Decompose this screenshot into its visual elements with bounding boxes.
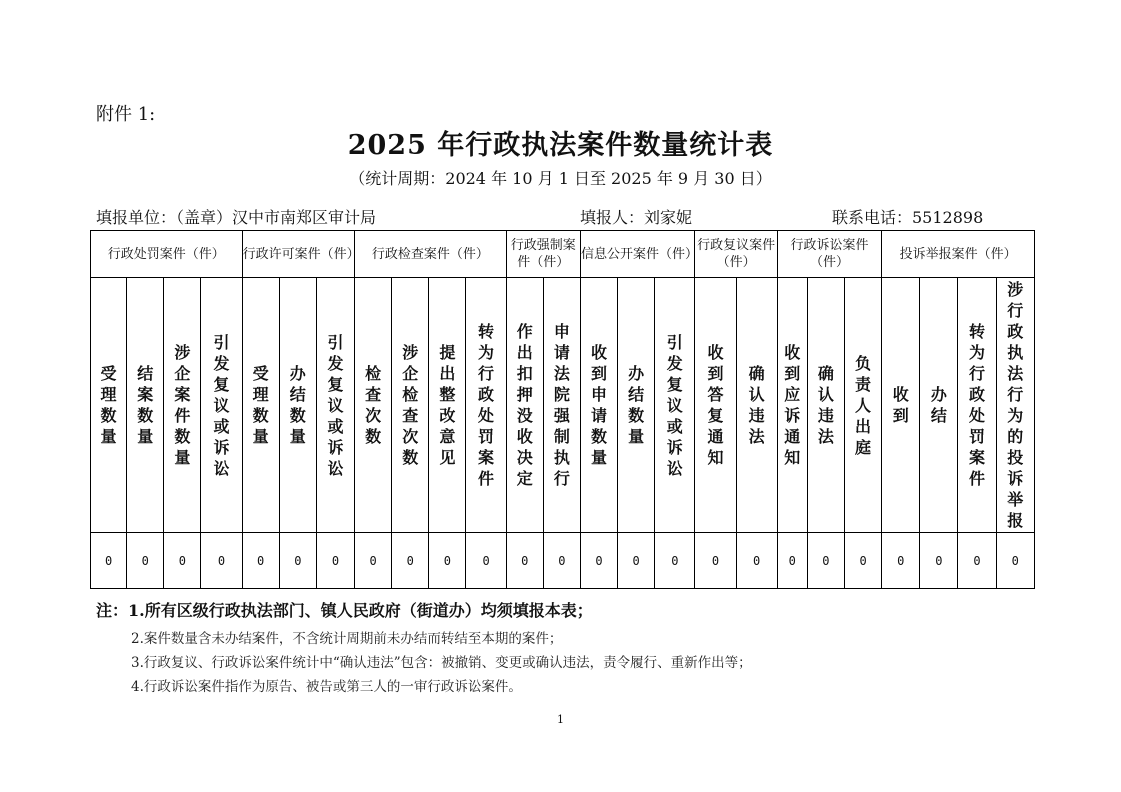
reporter-name: 填报人：刘家妮 [580,208,693,227]
column-header [429,278,466,533]
column-header [466,278,506,533]
table-cell: 0 [91,533,127,589]
column-header-label: 收到 [892,385,909,425]
note-item: 2.案件数量含未办结案件，不含统计周期前未办结而转结至本期的案件； [131,631,563,647]
table-cell: 0 [777,533,807,589]
column-header [958,278,996,533]
column-header [655,278,695,533]
column-header [91,278,127,533]
column-header-label: 结案数量 [137,364,154,446]
enforcement-statistics-table [90,230,1035,589]
column-header [736,278,777,533]
column-header-label: 引发复议或诉讼 [327,332,344,478]
column-header [392,278,429,533]
column-header [580,278,617,533]
table-cell: 0 [429,533,466,589]
column-header [506,278,543,533]
column-header-row [91,278,1035,533]
table-cell: 0 [618,533,655,589]
column-header-label: 收到答复通知 [707,343,724,467]
group-header: 投诉举报案件（件） [882,231,1035,278]
column-header [279,278,316,533]
table-cell: 0 [506,533,543,589]
table-cell: 0 [580,533,617,589]
table-cell: 0 [164,533,201,589]
group-header: 行政许可案件（件） [242,231,354,278]
table-cell: 0 [279,533,316,589]
column-header [920,278,958,533]
table-cell: 0 [316,533,354,589]
table-cell: 0 [392,533,429,589]
note-item: 3.行政复议、行政诉讼案件统计中“确认违法”包含：被撤销、变更或确认违法，责令履行、重新作出等； [131,655,752,671]
column-header [844,278,881,533]
column-header [882,278,920,533]
table-cell: 0 [920,533,958,589]
column-header-label: 办结数量 [628,364,645,446]
group-header: 行政检查案件（件） [355,231,507,278]
column-header [543,278,580,533]
column-header-label: 受理数量 [100,364,117,446]
column-header-label: 确认违法 [748,364,765,446]
note-main: 注：1.所有区级行政执法部门、镇人民政府（街道办）均须填报本表； [96,601,593,620]
group-header: 行政诉讼案件（件） [777,231,881,278]
table-cell: 0 [355,533,392,589]
column-header-label: 转为行政处罚案件 [968,322,985,488]
note-item: 4.行政诉讼案件指作为原告、被告或第三人的一审行政诉讼案件。 [131,679,522,695]
group-header: 行政强制案件（件） [506,231,580,278]
column-header [355,278,392,533]
group-header: 行政处罚案件（件） [91,231,243,278]
column-header-label: 转为行政处罚案件 [478,322,495,488]
table-row [91,533,1035,589]
column-header [618,278,655,533]
column-header-label: 涉企检查次数 [402,343,419,467]
group-header-row [91,231,1035,278]
contact-phone: 联系电话：5512898 [832,208,984,227]
statistics-period: （统计周期：2024 年 10 月 1 日至 2025 年 9 月 30 日） [349,169,772,188]
column-header-label: 确认违法 [817,364,834,446]
column-header-label: 收到应诉通知 [784,343,801,467]
column-header-label: 申请法院强制执行 [553,322,570,488]
column-header-label: 办结 [930,385,947,425]
reporting-unit: 填报单位：（盖章）汉中市南郑区审计局 [96,208,377,227]
column-header-label: 办结数量 [289,364,306,446]
column-header [201,278,242,533]
column-header [807,278,844,533]
group-header: 行政复议案件（件） [695,231,777,278]
column-header [777,278,807,533]
column-header-label: 收到申请数量 [590,343,607,467]
page-number: 1 [557,713,564,726]
group-header: 信息公开案件（件） [580,231,694,278]
table-cell: 0 [695,533,736,589]
column-header-label: 引发复议或诉讼 [213,332,230,478]
column-header-label: 提出整改意见 [439,343,456,467]
table-cell: 0 [844,533,881,589]
table-cell: 0 [543,533,580,589]
attachment-label: 附件 1: [96,104,156,125]
table-cell: 0 [466,533,506,589]
table-cell: 0 [655,533,695,589]
column-header [996,278,1034,533]
column-header [242,278,279,533]
table-cell: 0 [807,533,844,589]
column-header-label: 受理数量 [252,364,269,446]
column-header-label: 涉企案件数量 [174,343,191,467]
table-cell: 0 [242,533,279,589]
table-cell: 0 [127,533,164,589]
table-cell: 0 [736,533,777,589]
page-title: 2025 年行政执法案件数量统计表 [347,130,774,161]
notes [96,598,1056,699]
column-header [695,278,736,533]
table-cell: 0 [996,533,1034,589]
column-header [127,278,164,533]
column-header-label: 负责人出庭 [855,353,872,457]
table-cell: 0 [958,533,996,589]
column-header-label: 引发复议或诉讼 [666,332,683,478]
column-header-label: 涉行政执法行为的投诉举报 [1007,280,1024,530]
column-header [316,278,354,533]
column-header-label: 检查次数 [365,364,382,446]
table-cell: 0 [201,533,242,589]
column-header-label: 作出扣押没收决定 [516,322,533,488]
table-cell: 0 [882,533,920,589]
column-header [164,278,201,533]
